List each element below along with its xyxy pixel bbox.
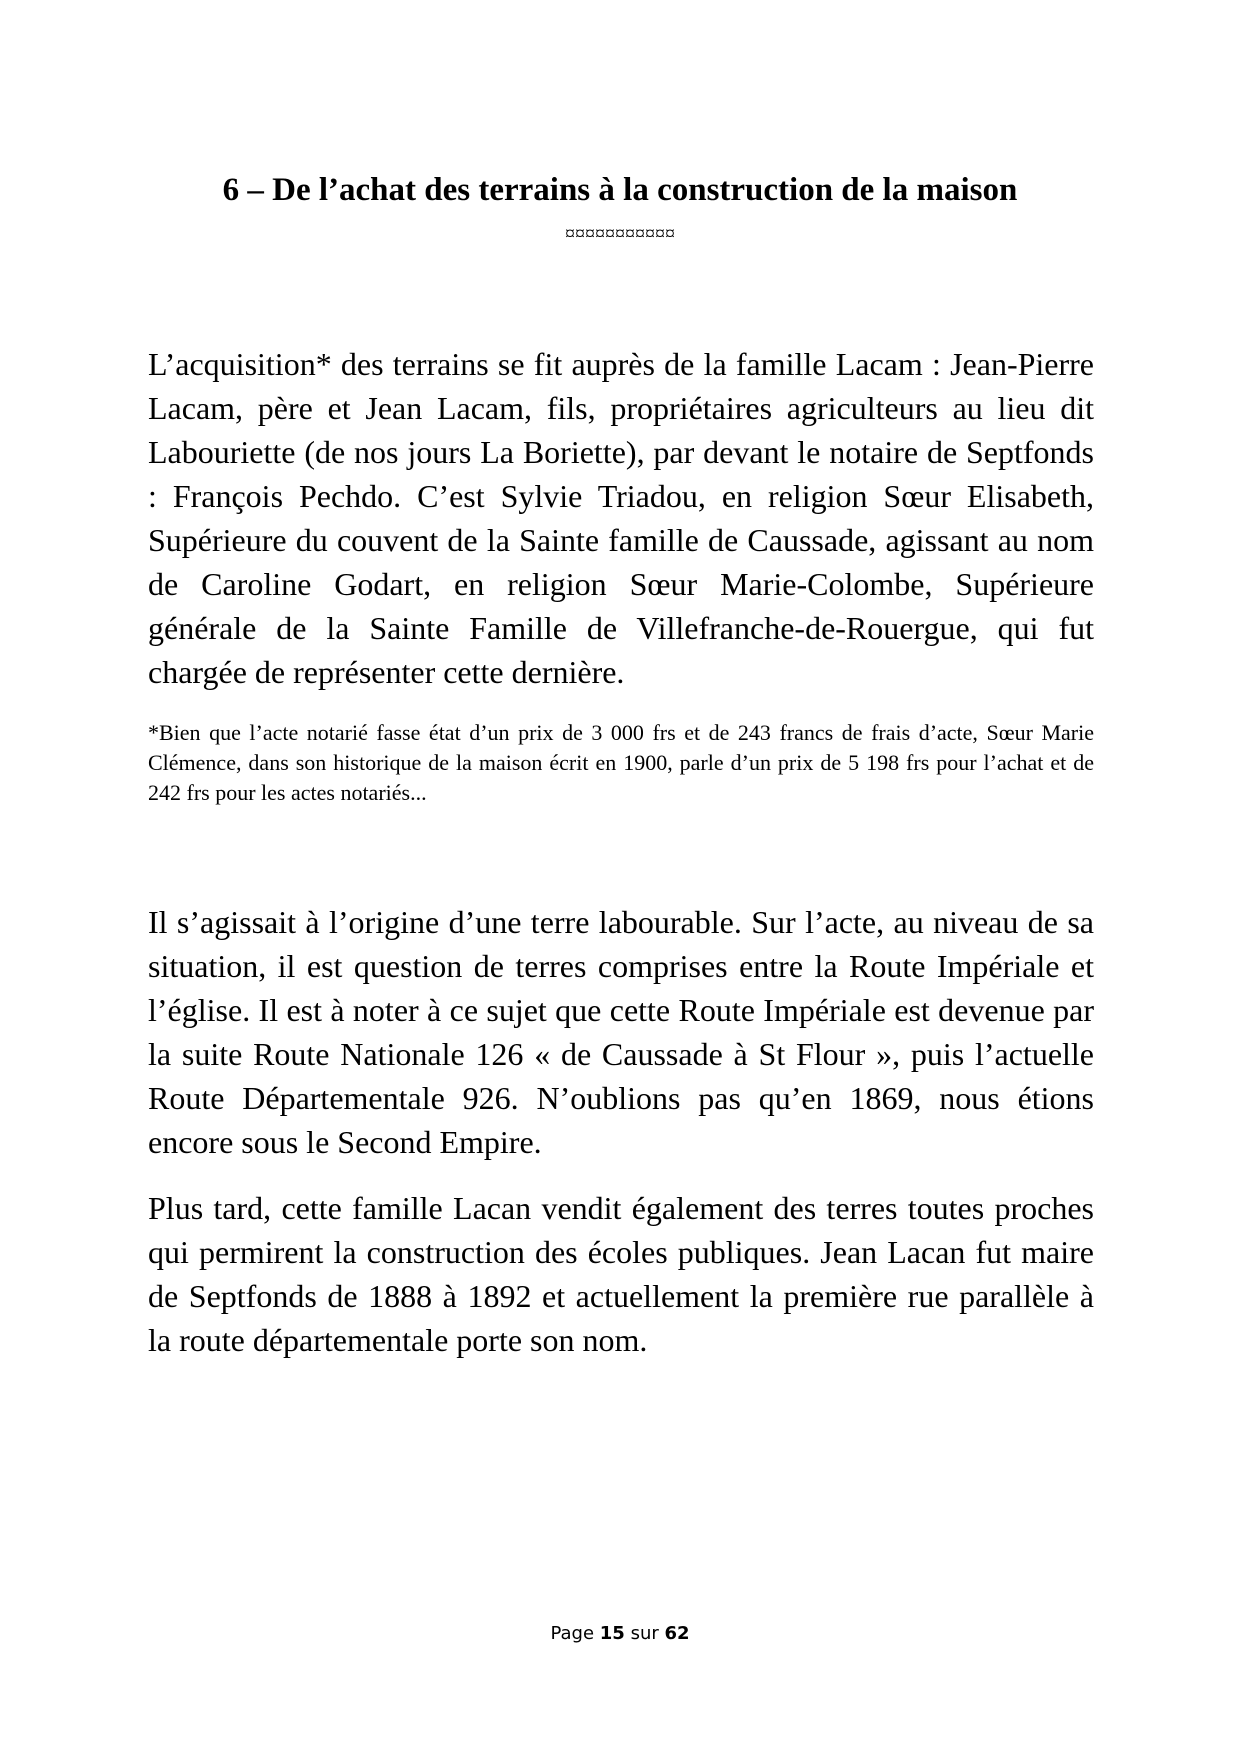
total-pages: 62 — [664, 1623, 690, 1644]
page-title: 6 – De l’achat des terrains à la construction de la maison — [222, 172, 1018, 209]
paragraph-famille-lacan: Plus tard, cette famille Lacan vendit également des terres toutes proches qui permirent la construction des écoles publiques. Jean Lacan fut maire de Septfonds de 1888 à 1892 et actuellement la première rue parallèle à la route départementale porte son nom. — [148, 1190, 1094, 1358]
footnote: *Bien que l’acte notarié fasse état d’un prix de 3 000 frs et de 243 francs de frais d’acte, Sœur Marie Clémence, dans son historique de la maison écrit en 1900, parle d’un prix de 5 198 frs pour l’achat et de 242 frs pour les actes notariés... — [148, 720, 1094, 805]
page-footer — [0, 1622, 1240, 1646]
paragraph-acquisition: L’acquisition* des terrains se fit auprès de la famille Lacam : Jean-Pierre Lacam, père et Jean Lacam, fils, propriétaires agriculteurs au lieu dit Labouriette (de nos jours La Boriette), par devant le notaire de Septfonds : François Pechdo. C’est Sylvie Triadou, en religion Sœur Elisabeth, Supérieure du couvent de la Sainte famille de Caussade, agissant au nom de Caroline Godart, en religion Sœur Marie-Colombe, Supérieure générale de la Sainte Famille de Villefranche-de-Rouergue, qui fut chargée de représenter cette dernière. — [148, 346, 1094, 690]
page-number: 15 — [599, 1623, 625, 1644]
ornament-divider: ¤¤¤¤¤¤¤¤¤¤¤ — [565, 223, 675, 245]
page-label: Page — [550, 1623, 595, 1644]
of-label: sur — [630, 1623, 659, 1644]
paragraph-terre-labourable: Il s’agissait à l’origine d’une terre labourable. Sur l’acte, au niveau de sa situation, il est question de terres comprises entre la Route Impériale et l’église. Il est à noter à ce sujet que cette Route Impériale est devenue par la suite Route Nationale 126 « de Caussade à St Flour », puis l’actuelle Route Départementale 926. N’oublions pas qu’en 1869, nous étions encore sous le Second Empire. — [148, 904, 1094, 1160]
